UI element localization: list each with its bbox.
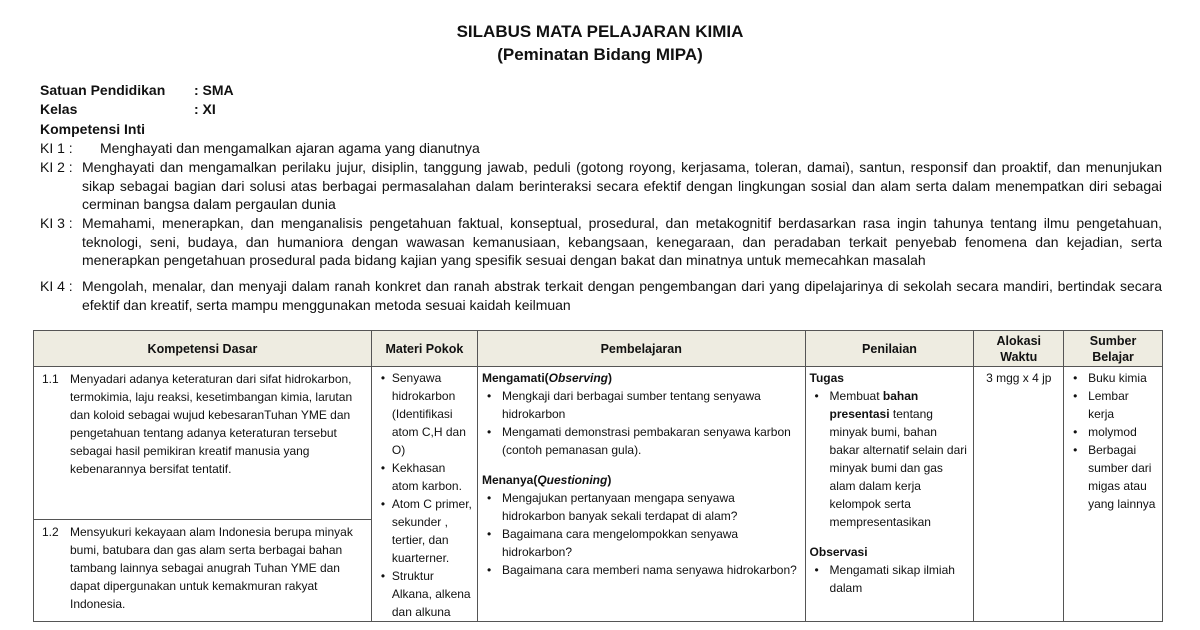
materi-pokok-cell [371,367,477,622]
list-item: • molymod [1068,423,1158,441]
sumber-belajar-cell [1064,367,1163,622]
ki-text: Mengolah, menalar, dan menyaji dalam ranah konkret dan ranah abstrak terkait dengan pengembangan dari yang dipelajarinya di sekolah secara mandiri, bertindak secara efektif dan kreatif, serta mampu menggunakan metoda sesuai kaidah keilmuan [82,278,1162,313]
kd-item [34,367,371,519]
table-row [34,367,1163,622]
list-item: • Berbagai sumber dari migas atau yang lainnya [1068,441,1158,513]
table-header-row [34,331,1163,367]
menanya-heading: Menanya(Questioning) [481,473,612,487]
penilaian-cell [805,367,974,622]
list-item: • Struktur Alkana, alkena dan alkuna [378,567,473,621]
header-penilaian: Penilaian [805,331,974,367]
kd-item [34,519,371,616]
header-pembelajaran: Pembelajaran [477,331,805,367]
list-item: • Mengamati demonstrasi pembakaran senyawa karbon (contoh pemanasan gula). [482,423,799,459]
ki-code: KI 1 : [40,140,73,156]
list-item: • Bagaimana cara mengelompokkan senyawa hidrokarbon? [482,525,799,561]
list-item: • Atom C primer, sekunder , tertier, dan kuarterner. [378,495,473,567]
document-title: SILABUS MATA PELAJARAN KIMIA [456,22,744,41]
kd-number: 1.2 [42,525,59,539]
list-item: • Mengamati sikap ilmiah dalam [810,561,968,597]
list-item: • Membuat bahan presentasi tentang minyak bumi, bahan bakar alternatif selain dari minyak bumi dan gas alam dalam kerja kelompok serta mempresentasikan [810,387,968,531]
ki-code: KI 3 : [40,215,73,231]
alokasi-value: 3 mgg x 4 jp [986,371,1052,385]
header-materi-pokok: Materi Pokok [371,331,477,367]
ki-text: Memahami, menerapkan, dan menganalisis pengetahuan faktual, konseptual, prosedural, dan metakognitif berdasarkan rasa ingin tahunya tentang ilmu pengetahuan, teknologi, seni, budaya, dan humaniora dengan wawasan kemanusiaan, kebangsaan, kenegaraan, dan peradaban terkait penyebab fenomena dan kejadian, serta menerapkan pengetahuan prosedural pada bidang kajian yang spesifik sesuai dengan bakat dan minatnya untuk memecahkan masalah [82,215,1162,268]
satuan-value: : SMA [194,82,234,98]
list-item: • Kekhasan atom karbon. [378,459,473,495]
kelas-value: : XI [194,101,216,117]
kd-number: 1.1 [42,372,59,386]
observasi-heading: Observasi [809,545,868,559]
kompetensi-dasar-cell [34,367,372,622]
document-subtitle: (Peminatan Bidang MIPA) [497,45,703,64]
ki-code: KI 4 : [40,278,73,294]
pembelajaran-cell [477,367,805,622]
header-alokasi-waktu: Alokasi Waktu [974,331,1064,367]
kelas-label: Kelas [40,101,78,117]
header-kompetensi-dasar: Kompetensi Dasar [34,331,372,367]
list-item: • Mengkaji dari berbagai sumber tentang senyawa hidrokarbon [482,387,799,423]
list-item: • Bagaimana cara memberi nama senyawa hidrokarbon? [482,561,799,579]
satuan-label: Satuan Pendidikan [40,82,166,98]
kd-text: Mensyukuri kekayaan alam Indonesia berupa minyak bumi, batubara dan gas alam serta berbagai bahan tambang lainnya sebagai anugrah Tuhan YME dan dapat dipergunakan untuk kemakmuran rakyat Indonesia. [70,525,353,611]
list-item: • Lembar kerja [1068,387,1158,423]
list-item: • Senyawa hidrokarbon (Identifikasi atom C,H dan O) [378,369,473,459]
alokasi-waktu-cell [974,367,1064,622]
tugas-heading: Tugas [809,371,844,385]
list-item: • Buku kimia [1068,369,1158,387]
ki-text: Menghayati dan mengamalkan ajaran agama yang dianutnya [100,140,480,156]
header-sumber-belajar: Sumber Belajar [1064,331,1163,367]
syllabus-table [33,330,1163,622]
ki-code: KI 2 : [40,159,73,175]
kd-text: Menyadari adanya keteraturan dari sifat hidrokarbon, termokimia, laju reaksi, kesetimbangan kimia, larutan dan koloid sebagai wujud kebesaranTuhan YME dan pengetahuan tentang adanya keteraturan tersebut sebagai hasil pemikiran kreatif manusia yang kebenarannya bersifat tentatif. [70,372,353,476]
list-item: • Mengajukan pertanyaan mengapa senyawa hidrokarbon banyak sekali terdapat di alam? [482,489,799,525]
kompetensi-inti-heading: Kompetensi Inti [40,121,146,137]
mengamati-heading: Mengamati(Observing) [481,371,613,385]
ki-text: Menghayati dan mengamalkan perilaku jujur, disiplin, tanggung jawab, peduli (gotong royong, kerjasama, toleran, damai), santun, responsif dan proaktif, dan menunjukan sikap sebagai bagian dari solusi atas berbagai permasalahan dalam berinteraksi secara efektif dengan lingkungan sosial dan alam serta dalam menempatkan diri sebagai cerminan bangsa dalam pergaulan dunia [82,159,1162,212]
